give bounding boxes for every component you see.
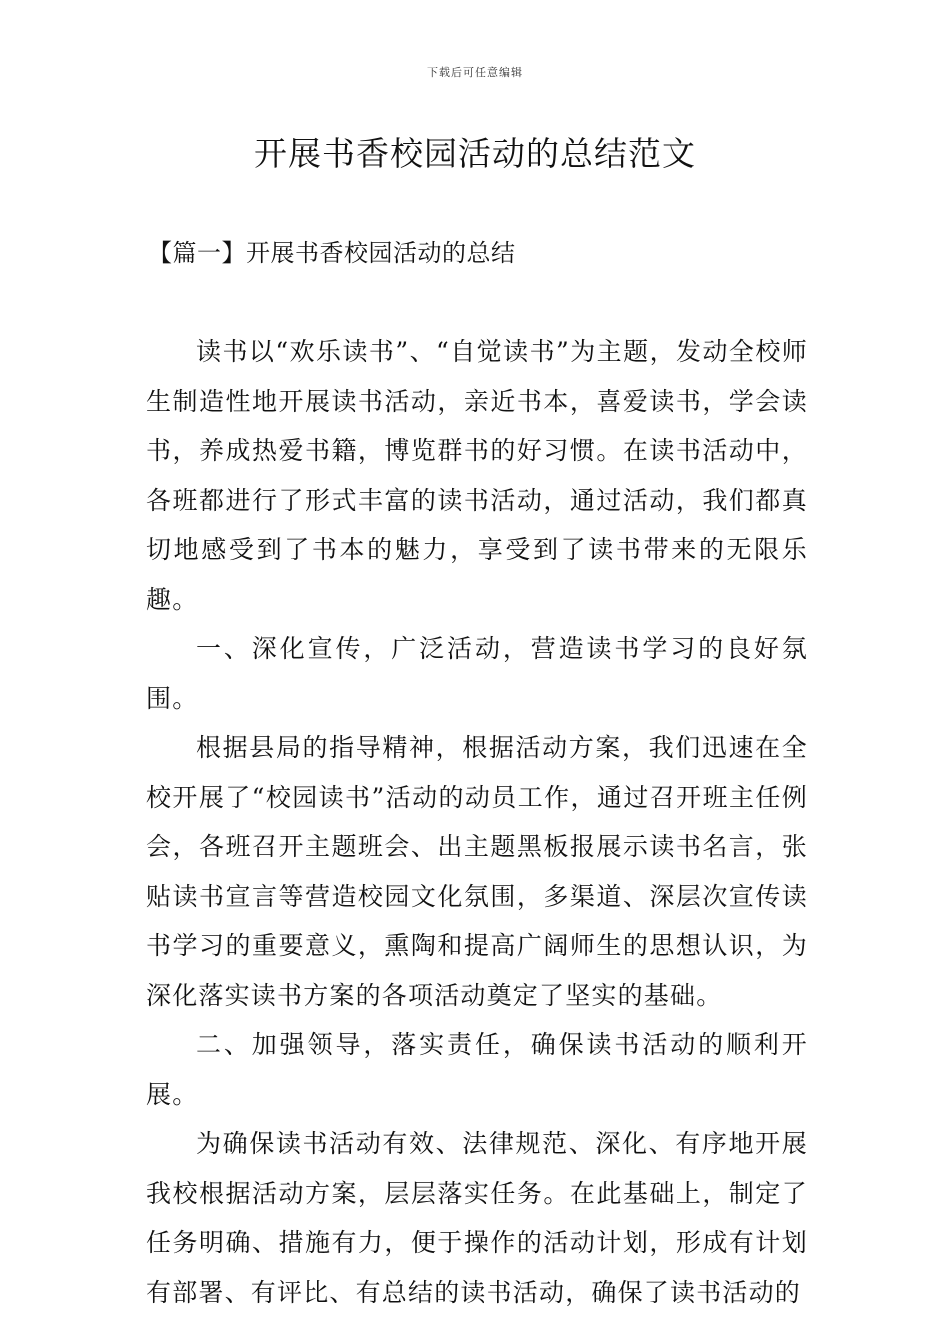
document-body [146,327,808,1317]
paragraph-point-one-body: 根据县局的指导精神，根据活动方案，我们迅速在全校开展了“校园读书”活动的动员工作，通过召开班主任例会，各班召开主题班会、出主题黑板报展示读书名言，张贴读书宣言等营造校园文化氛围，多渠道、深层次宣传读书学习的重要意义，熏陶和提高广阔师生的思想认识，为深化落实读书方案的各项活动奠定了坚实的基础。 [146,733,808,1010]
paragraph-intro: 读书以“欢乐读书”、“自觉读书”为主题，发动全校师生制造性地开展读书活动，亲近书本，喜爱读书，学会读书，养成热爱书籍，博览群书的好习惯。在读书活动中，各班都进行了形式丰富的读书活动，通过活动，我们都真切地感受到了书本的魅力，享受到了读书带来的无限乐趣。 [146,337,808,614]
paragraph-point-one-heading: 一、深化宣传，广泛活动，营造读书学习的良好氛围。 [146,634,808,713]
header-note: 下载后可任意编辑 [427,66,523,79]
document-title: 开展书香校园活动的总结范文 [254,134,696,173]
paragraph-point-two-heading: 二、加强领导，落实责任，确保读书活动的顺利开展。 [146,1030,808,1109]
paragraph-point-two-body: 为确保读书活动有效、法律规范、深化、有序地开展我校根据活动方案，层层落实任务。在此基础上，制定了任务明确、措施有力，便于操作的活动计划，形成有计划有部署、有评比、有总结的读书活动，确保了读书活动的 [146,1129,808,1307]
section-heading: 【篇一】开展书香校园活动的总结 [148,239,516,267]
